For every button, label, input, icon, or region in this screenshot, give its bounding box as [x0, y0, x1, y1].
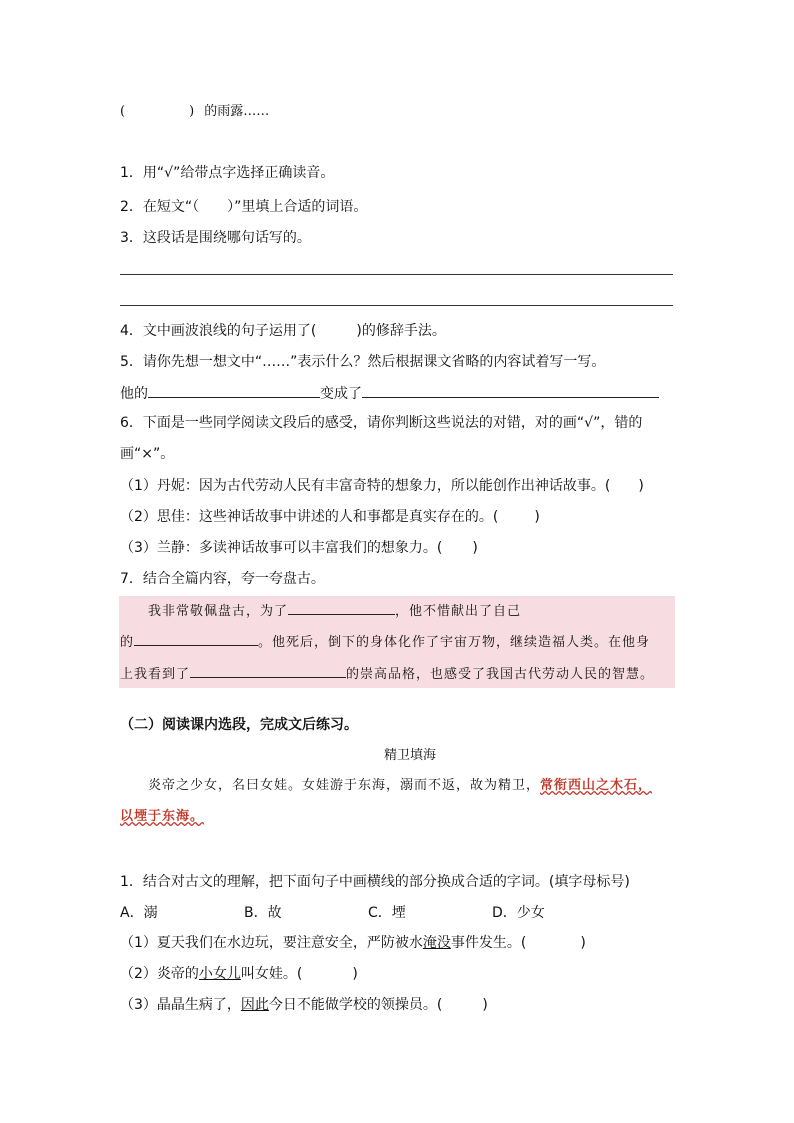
wavy-sentence-part-2: 以堙于东海。 [120, 809, 205, 824]
options-row [120, 903, 545, 923]
sentence-text: （3）晶晶生病了， [120, 997, 241, 1013]
praise-blank-2[interactable] [134, 631, 258, 646]
praise-text: 我非常敬佩盘古，为了 [148, 604, 289, 619]
option-c: C．堙 [368, 905, 406, 921]
sentence-text: 叫女娃。( [240, 966, 303, 982]
sentence-text: （2）炎帝的 [120, 966, 199, 982]
he-label: 他的 [120, 386, 148, 402]
sentence-2 [120, 964, 358, 984]
blank-became[interactable] [362, 383, 659, 398]
passage-text: 炎帝之少女，名曰女娃。女娃游于东海，溺而不返，故为精卫， [148, 778, 541, 793]
praise-text: 。他死后，倒下的身体化作了宇宙万物，继续造福人类。在他身 [258, 635, 651, 650]
answer-line-1[interactable] [120, 274, 673, 275]
judge-item-2 [120, 507, 540, 527]
underlined-word: 小女儿 [198, 966, 241, 982]
paren-close: ) [482, 997, 488, 1013]
praise-text: 上我看到了 [120, 667, 191, 682]
question-4 [120, 321, 446, 341]
sentence-text: （1）夏天我们在水边玩，要注意安全，严防被水 [120, 935, 423, 951]
praise-text: 的崇高品格，也感受了我国古代劳动人民的智慧。 [346, 667, 655, 682]
sentence-1 [120, 933, 586, 953]
question-1: 1．用“√”给带点字选择正确读音。 [120, 165, 335, 181]
passage-title: 精卫填海 [384, 748, 437, 763]
praise-blank-1[interactable] [288, 600, 395, 615]
judge-item-text: （2）思佳：这些神话故事中讲述的人和事都是真实存在的。( [120, 509, 499, 525]
passage-line-2 [120, 807, 204, 827]
question-6-line-2: 画“×”。 [120, 446, 175, 462]
judge-item-text: （1）丹妮：因为古代劳动人民有丰富奇特的想象力，所以能创作出神话故事。( [120, 478, 611, 494]
paren-close: ) [352, 966, 358, 982]
praise-line-1 [148, 600, 521, 622]
question-7: 7．结合全篇内容，夸一夸盘古。 [120, 571, 325, 587]
question-4-prefix: 4．文中画波浪线的句子运用了( [120, 323, 317, 339]
option-a: A．溺 [120, 905, 158, 921]
became-label: 变成了 [320, 386, 362, 402]
praise-blank-3[interactable] [190, 663, 346, 678]
top-fill-line [120, 102, 269, 122]
paren-close: ) [189, 104, 195, 119]
judge-item-3 [120, 538, 478, 558]
sentence-text: 事件发生。( [450, 935, 527, 951]
judge-item-1 [120, 476, 644, 496]
blank-he[interactable] [148, 383, 320, 398]
question-4-suffix: )的修辞手法。 [356, 323, 446, 339]
section-2-heading: （二）阅读课内选段，完成文后练习。 [120, 717, 358, 733]
wavy-sentence-part-1: 常衔西山之木石， [540, 778, 653, 793]
question-3: 3．这段话是围绕哪句话写的。 [120, 230, 311, 246]
question-5: 5．请你先想一想文中“……”表示什么？然后根据课文省略的内容试着写一写。 [120, 354, 606, 370]
question-5-fill [120, 383, 659, 404]
sentence-text: 今日不能做学校的领操员。( [268, 997, 443, 1013]
paren-open: ( [120, 104, 126, 119]
top-text: 的雨露…… [204, 104, 270, 119]
option-d: D．少女 [492, 905, 545, 921]
option-b: B．故 [244, 905, 282, 921]
paren-close: ) [472, 540, 478, 556]
praise-text: 的 [120, 635, 135, 650]
answer-line-2[interactable] [120, 305, 673, 306]
sentence-3 [120, 995, 488, 1015]
praise-line-2 [120, 631, 650, 653]
judge-item-text: （3）兰静：多读神话故事可以丰富我们的想象力。( [120, 540, 443, 556]
paren-close: ) [534, 509, 540, 525]
paren-close: ) [638, 478, 644, 494]
underlined-word: 因此 [240, 997, 269, 1013]
section-2-question-1: 1．结合对古文的理解，把下面句子中画横线的部分换成合适的字词。(填字母标号) [120, 874, 630, 890]
question-2: 2．在短文“（ ）”里填上合适的词语。 [120, 199, 368, 215]
passage-line-1 [148, 776, 652, 796]
paren-close: ) [580, 935, 586, 951]
underlined-word: 淹没 [422, 935, 451, 951]
praise-line-3 [120, 663, 654, 685]
question-6-line-1: 6．下面是一些同学阅读文段后的感受，请你判断这些说法的对错，对的画“√”，错的 [120, 415, 643, 431]
praise-text: ，他不惜献出了自己 [395, 604, 522, 619]
